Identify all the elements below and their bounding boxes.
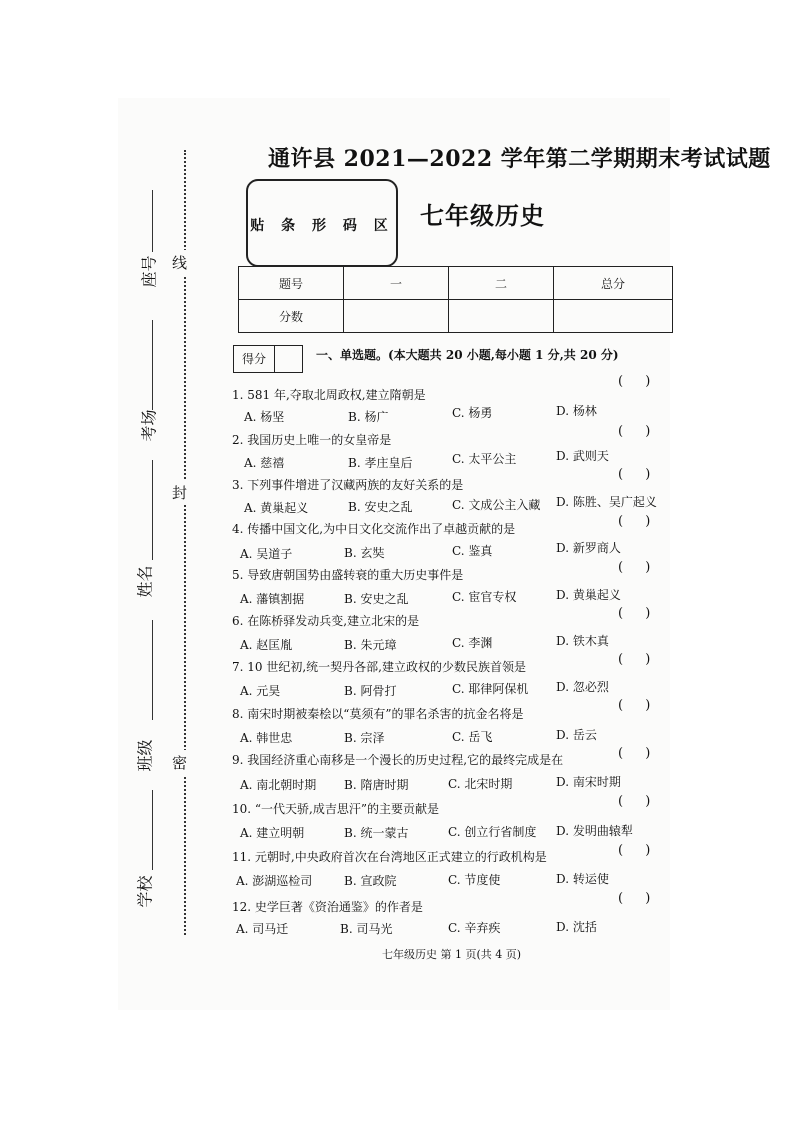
answer-parens: ( )	[618, 891, 651, 906]
question-stem: 4. 传播中国文化,为中日文化交流作出了卓越贡献的是	[232, 522, 516, 536]
option-a: A. 慈禧	[244, 456, 285, 470]
option-b: B. 孝庄皇后	[348, 456, 413, 470]
school-label: 学校	[135, 875, 155, 908]
answer-parens: ( )	[618, 374, 651, 389]
answer-parens: ( )	[618, 467, 651, 482]
option-b: B. 宗泽	[344, 731, 385, 745]
option-c: C. 文成公主入藏	[452, 498, 541, 512]
binding-mark-seal: 封	[172, 480, 187, 505]
question-stem: 3. 下列事件增进了汉藏两族的友好关系的是	[232, 478, 464, 492]
name-label: 姓名	[135, 565, 155, 598]
score-box-label: 得分	[234, 346, 275, 372]
option-a: A. 澎湖巡检司	[236, 874, 313, 888]
score-table	[238, 266, 673, 333]
option-c: C. 太平公主	[452, 452, 517, 466]
option-a: A. 南北朝时期	[240, 778, 317, 792]
barcode-label: 贴 条 形 码 区	[250, 218, 394, 234]
binding-mark-secret: 密	[172, 750, 187, 775]
question-stem: 7. 10 世纪初,统一契丹各部,建立政权的少数民族首领是	[232, 660, 526, 674]
class-label: 班级	[135, 739, 155, 772]
answer-parens: ( )	[618, 794, 651, 809]
option-a: A. 赵匡胤	[240, 638, 293, 652]
option-d: D. 转运使	[556, 872, 609, 886]
option-d: D. 忽必烈	[556, 680, 609, 694]
option-d: D. 岳云	[556, 728, 597, 742]
option-d: D. 杨林	[556, 404, 597, 418]
option-c: C. 岳飞	[452, 730, 493, 744]
option-b: B. 安史之乱	[344, 592, 409, 606]
option-c: C. 北宋时期	[448, 777, 513, 791]
option-c: C. 耶律阿保机	[452, 682, 529, 696]
answer-parens: ( )	[618, 606, 651, 621]
option-c: C. 辛弃疾	[448, 921, 501, 935]
score-table-cell: 分数	[239, 300, 344, 333]
option-a: A. 杨坚	[244, 410, 285, 424]
score-table-cell	[344, 300, 449, 333]
option-c: C. 节度使	[448, 873, 501, 887]
answer-parens: ( )	[618, 698, 651, 713]
answer-parens: ( )	[618, 560, 651, 575]
option-c: C. 杨勇	[452, 406, 493, 420]
option-a: A. 韩世忠	[240, 731, 293, 745]
question-stem: 2. 我国历史上唯一的女皇帝是	[232, 433, 392, 447]
exam-room-label: 考场	[139, 409, 159, 442]
question-stem: 10. “一代天骄,成吉思汗”的主要贡献是	[232, 802, 439, 816]
option-c: C. 宦官专权	[452, 590, 517, 604]
option-b: B. 阿骨打	[344, 684, 397, 698]
question-stem: 12. 史学巨著《资治通鉴》的作者是	[232, 900, 423, 914]
option-c: C. 李渊	[452, 636, 493, 650]
answer-parens: ( )	[618, 514, 651, 529]
score-table-cell	[449, 300, 554, 333]
option-a: A. 吴道子	[240, 547, 293, 561]
seat-number-label: 座号	[139, 255, 159, 288]
question-stem: 1. 581 年,夺取北周政权,建立隋朝是	[232, 388, 426, 402]
option-b: B. 统一蒙古	[344, 826, 409, 840]
option-d: D. 武则天	[556, 449, 609, 463]
section-score-box	[233, 345, 303, 373]
option-a: A. 司马迁	[236, 922, 289, 936]
field-underline	[152, 790, 153, 870]
option-d: D. 南宋时期	[556, 775, 621, 789]
option-c: C. 鉴真	[452, 544, 493, 558]
question-stem: 6. 在陈桥驿发动兵变,建立北宋的是	[232, 614, 420, 628]
option-d: D. 黄巢起义	[556, 588, 621, 602]
subject-title: 七年级历史	[420, 201, 545, 230]
field-underline	[152, 190, 153, 252]
answer-parens: ( )	[618, 424, 651, 439]
question-stem: 5. 导致唐朝国势由盛转衰的重大历史事件是	[232, 568, 464, 582]
score-table-cell: 一	[344, 267, 449, 300]
page-footer: 七年级历史 第 1 页(共 4 页)	[382, 948, 522, 961]
option-a: A. 元昊	[240, 684, 281, 698]
field-underline	[152, 320, 153, 410]
score-table-cell: 总分	[554, 267, 673, 300]
option-d: D. 新罗商人	[556, 541, 621, 555]
score-table-cell: 题号	[239, 267, 344, 300]
exam-title: 通许县 2021—2022 学年第二学期期末考试试题	[268, 146, 771, 172]
option-a: A. 建立明朝	[240, 826, 305, 840]
answer-parens: ( )	[618, 746, 651, 761]
option-b: B. 朱元璋	[344, 638, 397, 652]
option-a: A. 藩镇割据	[240, 592, 305, 606]
question-stem: 9. 我国经济重心南移是一个漫长的历史过程,它的最终完成是在	[232, 753, 564, 767]
section-heading: 一、单选题。(本大题共 20 小题,每小题 1 分,共 20 分)	[316, 348, 619, 362]
option-d: D. 发明曲辕犁	[556, 824, 633, 838]
barcode-area	[246, 179, 398, 267]
option-b: B. 安史之乱	[348, 500, 413, 514]
score-table-cell	[554, 300, 673, 333]
option-b: B. 宣政院	[344, 874, 397, 888]
option-d: D. 铁木真	[556, 634, 609, 648]
field-underline	[152, 460, 153, 560]
binding-mark-line: 线	[172, 250, 187, 275]
question-stem: 8. 南宋时期被秦桧以“莫须有”的罪名杀害的抗金名将是	[232, 707, 524, 721]
option-b: B. 隋唐时期	[344, 778, 409, 792]
option-c: C. 创立行省制度	[448, 825, 537, 839]
answer-parens: ( )	[618, 652, 651, 667]
option-a: A. 黄巢起义	[244, 501, 309, 515]
question-stem: 11. 元朝时,中央政府首次在台湾地区正式建立的行政机构是	[232, 850, 547, 864]
option-b: B. 司马光	[340, 922, 393, 936]
option-d: D. 沈括	[556, 920, 597, 934]
answer-parens: ( )	[618, 843, 651, 858]
score-table-cell: 二	[449, 267, 554, 300]
option-b: B. 杨广	[348, 410, 389, 424]
option-d: D. 陈胜、吴广起义	[556, 495, 657, 509]
option-b: B. 玄奘	[344, 546, 385, 560]
field-underline	[152, 620, 153, 720]
